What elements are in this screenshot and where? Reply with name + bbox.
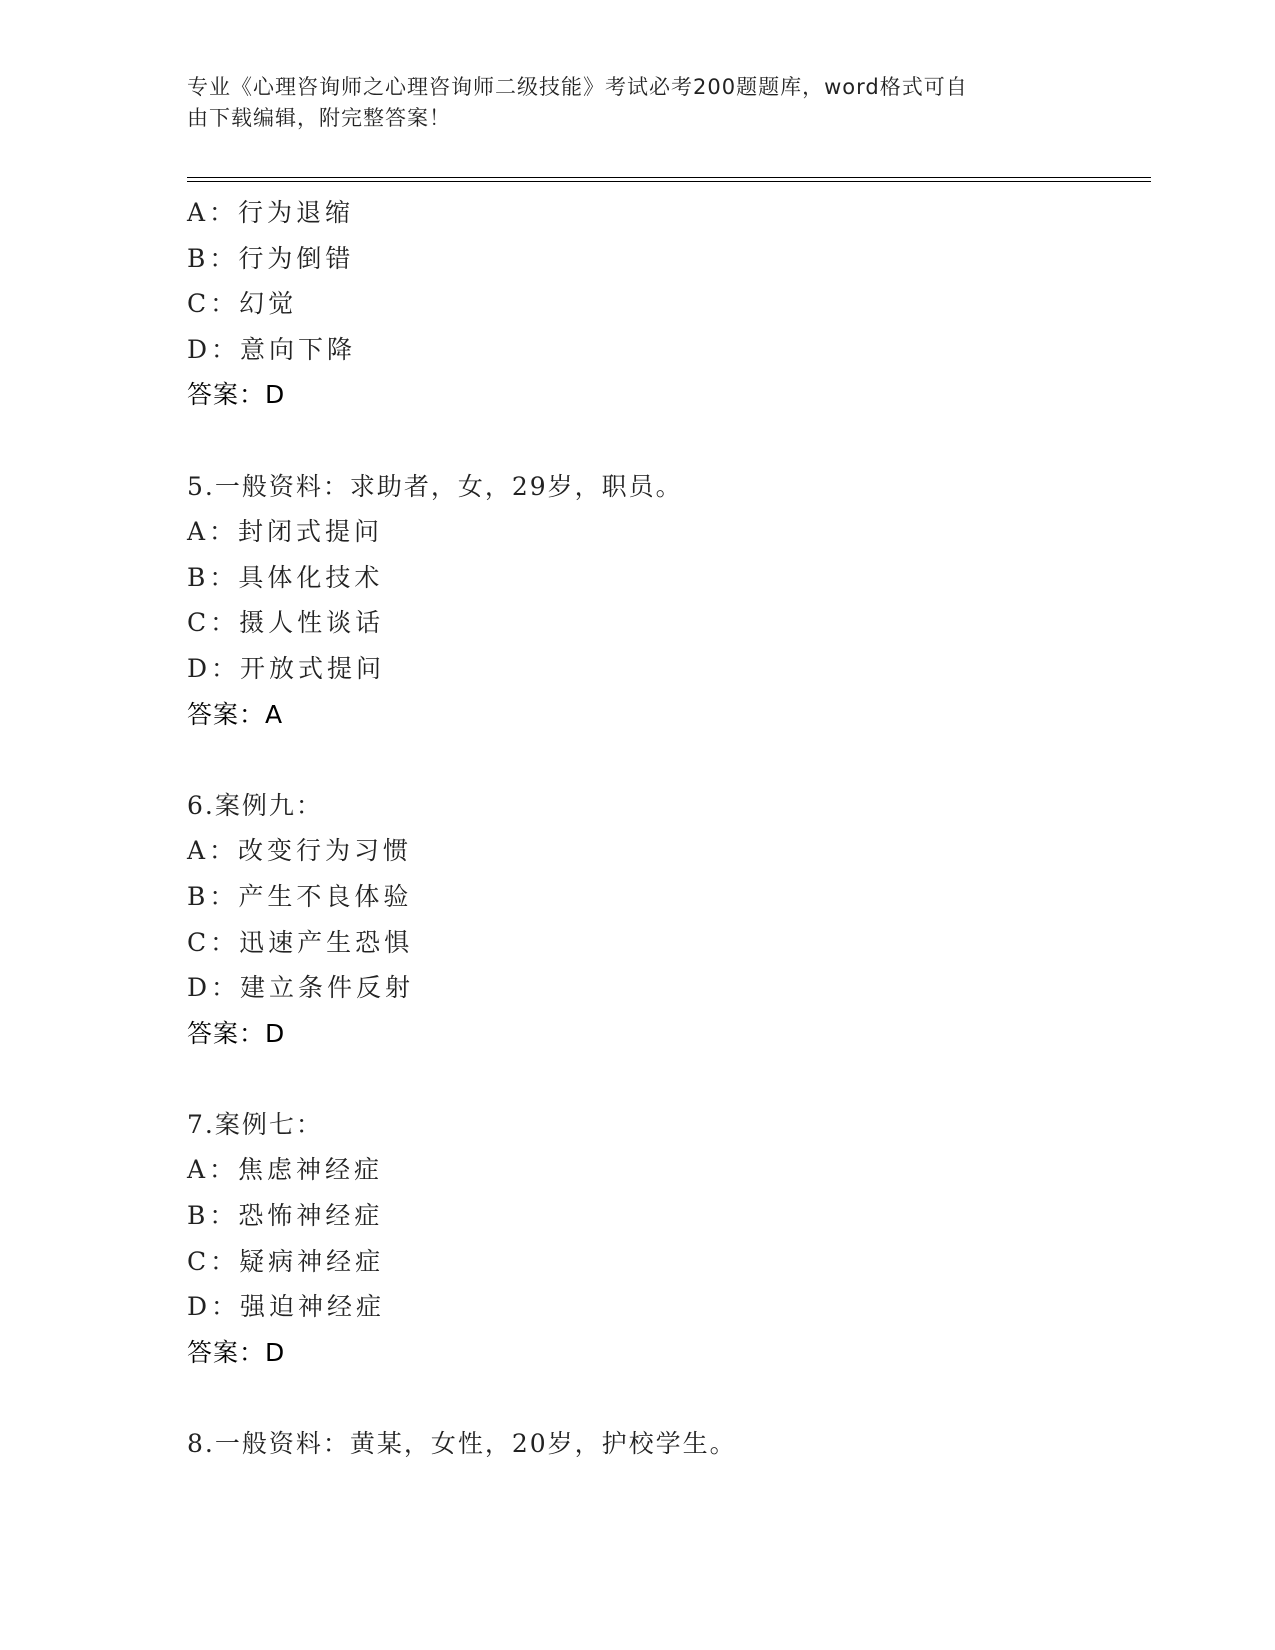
question-4 (187, 190, 1147, 418)
spacer (187, 418, 1147, 464)
question-8 (187, 1421, 1147, 1467)
option-c: C：幻觉 (187, 289, 298, 319)
answer: 答案：A (187, 699, 284, 729)
option-b: B：具体化技术 (187, 562, 384, 592)
question-text: 8.一般资料：黄某，女性，20岁，护校学生。 (187, 1429, 737, 1459)
header-divider-top (187, 177, 1151, 178)
spacer (187, 1375, 1147, 1421)
question-6 (187, 783, 1147, 1057)
option-a: A：改变行为习惯 (187, 836, 413, 866)
question-text: 5.一般资料：求助者，女，29岁，职员。 (187, 471, 683, 501)
header-line-2: 由下载编辑，附完整答案！ (187, 106, 451, 130)
answer: 答案：D (187, 380, 286, 410)
document-header (187, 72, 1087, 134)
option-b: B：产生不良体验 (187, 881, 413, 911)
option-a: A：行为退缩 (187, 198, 355, 227)
spacer (187, 1056, 1147, 1102)
question-7 (187, 1102, 1147, 1376)
option-c: C：迅速产生恐惧 (187, 927, 414, 957)
option-b: B：恐怖神经症 (187, 1201, 384, 1231)
option-d: D：强迫神经症 (187, 1292, 386, 1322)
question-text: 6.案例九： (187, 790, 323, 820)
spacer (187, 737, 1147, 783)
header-divider-bottom (187, 181, 1151, 182)
option-d: D：意向下降 (187, 334, 357, 364)
header-line-1: 专业《心理咨询师之心理咨询师二级技能》考试必考200题题库，word格式可自 (187, 75, 968, 99)
option-a: A：封闭式提问 (187, 517, 384, 547)
option-b: B：行为倒错 (187, 243, 355, 273)
answer: 答案：D (187, 1337, 286, 1367)
answer: 答案：D (187, 1018, 286, 1048)
question-5 (187, 464, 1147, 738)
option-d: D：开放式提问 (187, 653, 386, 683)
question-list (187, 190, 1147, 1467)
option-a: A：焦虑神经症 (187, 1155, 384, 1185)
option-d: D：建立条件反射 (187, 973, 415, 1003)
question-text: 7.案例七： (187, 1109, 323, 1139)
option-c: C：疑病神经症 (187, 1246, 385, 1276)
option-c: C：摄人性谈话 (187, 608, 385, 638)
